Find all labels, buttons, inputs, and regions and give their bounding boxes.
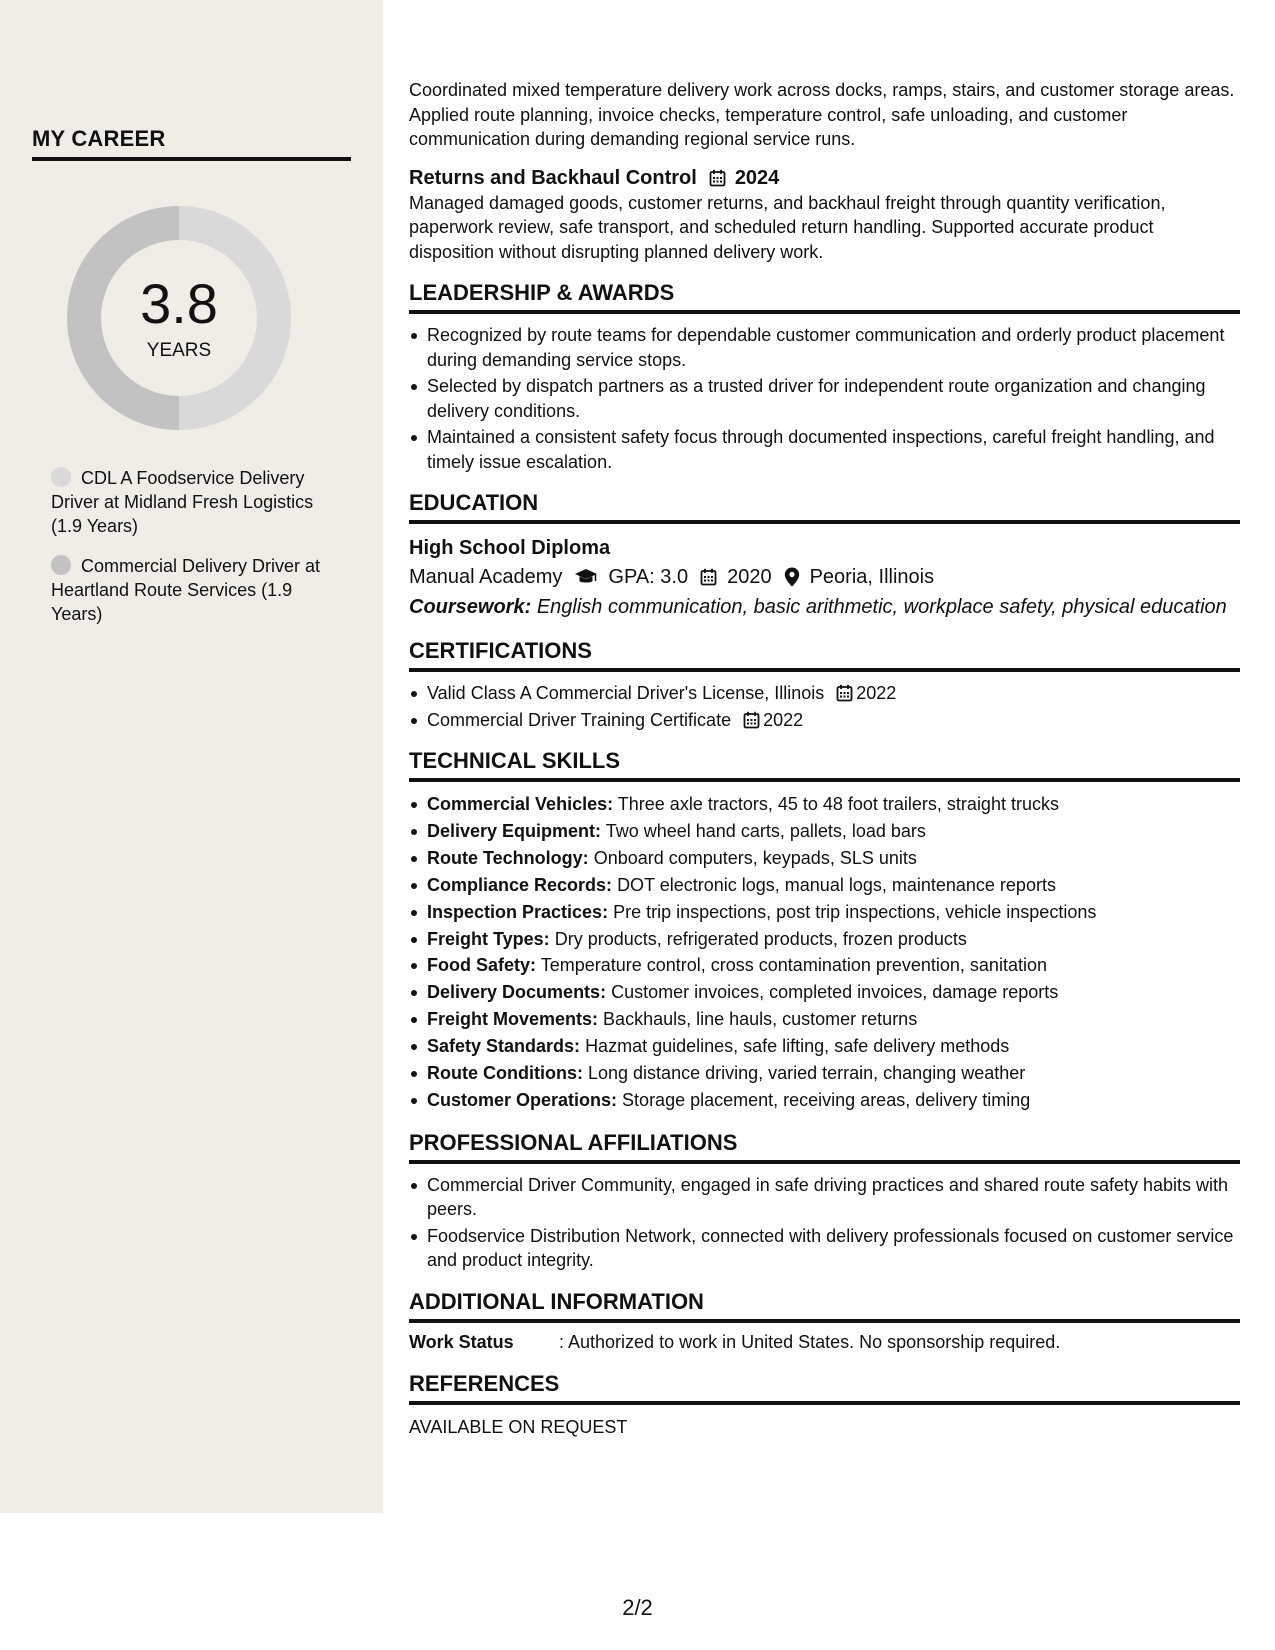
section-title: EDUCATION [409,490,539,515]
skill-category: Customer Operations: [427,1089,618,1110]
list-item: Commercial Driver Community, engaged in safe driving practices and shared route safety habits with peers. [409,1173,1240,1222]
donut-label: YEARS [146,340,212,361]
calendar-icon [700,568,717,586]
skill-values: Long distance driving, varied terrain, changing weather [588,1063,1026,1084]
project-year: 2024 [734,166,780,189]
skill-item [409,926,1240,953]
list-item [409,681,1240,706]
skill-values: Hazmat guidelines, safe lifting, safe delivery methods [585,1036,1010,1057]
list-item [409,708,1240,733]
affiliations-section [409,1128,1240,1273]
career-heading: MY CAREER [32,126,166,151]
page-number: 2/2 [622,1595,653,1620]
references-section [409,1369,1240,1439]
skill-category: Route Technology: [427,847,589,868]
section-title: CERTIFICATIONS [409,638,592,663]
career-list [51,466,341,642]
section-rule [409,778,1240,782]
gpa: GPA: 3.0 [608,566,689,588]
technical-skills-section [409,746,1240,1114]
skill-item [409,791,1240,818]
skill-item [409,1060,1240,1087]
certification-name: Commercial Driver Training Certificate [427,709,732,730]
legend-dot [51,555,71,575]
donut-value: 3.8 [140,272,218,335]
skill-category: Freight Movements: [427,1009,599,1030]
skill-item [409,1087,1240,1114]
school-name: Manual Academy [409,566,563,588]
affiliations-list [409,1173,1240,1273]
skill-item [409,818,1240,845]
skill-values: Onboard computers, keypads, SLS units [593,847,917,868]
skill-item [409,899,1240,926]
calendar-icon [836,684,853,702]
certifications-section [409,636,1240,732]
skill-category: Commercial Vehicles: [427,794,614,814]
skill-values: Two wheel hand carts, pallets, load bars [605,820,926,841]
list-item: Foodservice Distribution Network, connected with delivery professionals focused on customer service and product integrity. [409,1224,1240,1273]
career-item [51,466,341,538]
list-item: Recognized by route teams for dependable customer communication and orderly product placement during demanding service stops. [409,323,1240,372]
skill-values: Backhauls, line hauls, customer returns [603,1009,918,1030]
skill-item [409,1033,1240,1060]
skill-category: Freight Types: [427,928,550,949]
section-rule [409,668,1240,672]
graduation-year: 2020 [727,566,772,588]
references-text: AVAILABLE ON REQUEST [409,1416,628,1437]
career-item-text: Commercial Delivery Driver at Heartland Route Services (1.9 Years) [51,556,321,624]
graduation-cap-icon [574,568,598,586]
certification-year: 2022 [856,683,897,703]
additional-info-section [409,1287,1240,1355]
school-location: Peoria, Illinois [809,566,935,588]
leadership-list [409,323,1240,474]
career-item [51,554,341,626]
skills-list [409,791,1240,1114]
certification [427,708,1240,733]
section-rule [409,310,1240,314]
coursework-label: Coursework: [409,596,532,618]
section-title: TECHNICAL SKILLS [409,748,621,773]
education-details [409,562,1240,592]
skill-values: Customer invoices, completed invoices, damage reports [611,982,1059,1003]
project-description: Managed damaged goods, customer returns, and backhaul freight through quantity verification, paperwork review, safe transport, and scheduled return handling. Supported accurate product disposition without disrupting planned delivery work. [409,192,1166,262]
skill-item [409,952,1240,979]
career-item-text: CDL A Foodservice Delivery Driver at Midland Fresh Logistics (1.9 Years) [51,468,314,536]
sidebar [0,0,383,1513]
skill-category: Food Safety: [427,955,537,976]
degree: High School Diploma [409,537,611,559]
skill-item [409,845,1240,872]
skill-category: Safety Standards: [427,1036,581,1057]
certification-name: Valid Class A Commercial Driver's License, Illinois [427,683,825,703]
education-section [409,488,1240,622]
skill-category: Inspection Practices: [427,901,609,922]
skill-values: Pre trip inspections, post trip inspections, vehicle inspections [613,901,1097,922]
work-status [409,1329,1240,1355]
skill-values: Three axle tractors, 45 to 48 foot trailers, straight trucks [617,794,1059,814]
skill-category: Delivery Documents: [427,982,607,1003]
section-title: LEADERSHIP & AWARDS [409,280,675,305]
calendar-icon [709,169,726,187]
skill-category: Route Conditions: [427,1063,583,1084]
section-title: REFERENCES [409,1370,560,1396]
location-pin-icon [784,567,800,587]
section-title: PROFESSIONAL AFFILIATIONS [409,1129,738,1155]
skill-item [409,872,1240,899]
skill-values: Storage placement, receiving areas, delivery timing [622,1089,1031,1110]
project-heading [409,165,1240,191]
skill-item [409,979,1240,1006]
coursework-text: English communication, basic arithmetic, workplace safety, physical education [536,596,1227,618]
section-title: ADDITIONAL INFORMATION [409,1288,704,1314]
skill-values: Temperature control, cross contamination prevention, sanitation [540,955,1047,976]
main-content [409,78,1240,1439]
list-item: Maintained a consistent safety focus through documented inspections, careful freight handling, and timely issue escalation. [409,425,1240,474]
coursework [409,592,1240,622]
section-rule [409,1401,1240,1405]
project-title: Returns and Backhaul Control [409,166,697,189]
list-item: Selected by dispatch partners as a trusted driver for independent route organization and changing delivery conditions. [409,374,1240,423]
legend-dot [51,467,71,487]
work-status-value: : Authorized to work in United States. No sponsorship required. [559,1331,1061,1352]
skill-values: DOT electronic logs, manual logs, maintenance reports [617,874,1056,895]
experience-intro: Coordinated mixed temperature delivery work across docks, ramps, stairs, and customer storage areas. Applied route planning, invoice checks, temperature control, safe unloading, and customer communication during demanding regional service runs. [409,80,1235,149]
certifications-list [409,681,1240,732]
section-rule [409,1160,1240,1164]
leadership-section [409,278,1240,474]
work-status-label: Work Status [409,1331,514,1352]
section-rule [409,1319,1240,1323]
skill-item [409,1006,1240,1033]
certification-year: 2022 [763,709,804,730]
skill-category: Compliance Records: [427,874,613,895]
skill-values: Dry products, refrigerated products, frozen products [554,928,967,949]
skill-category: Delivery Equipment: [427,820,602,841]
certification [427,681,1240,706]
career-heading-rule [32,157,351,161]
calendar-icon [743,711,760,729]
section-rule [409,520,1240,524]
